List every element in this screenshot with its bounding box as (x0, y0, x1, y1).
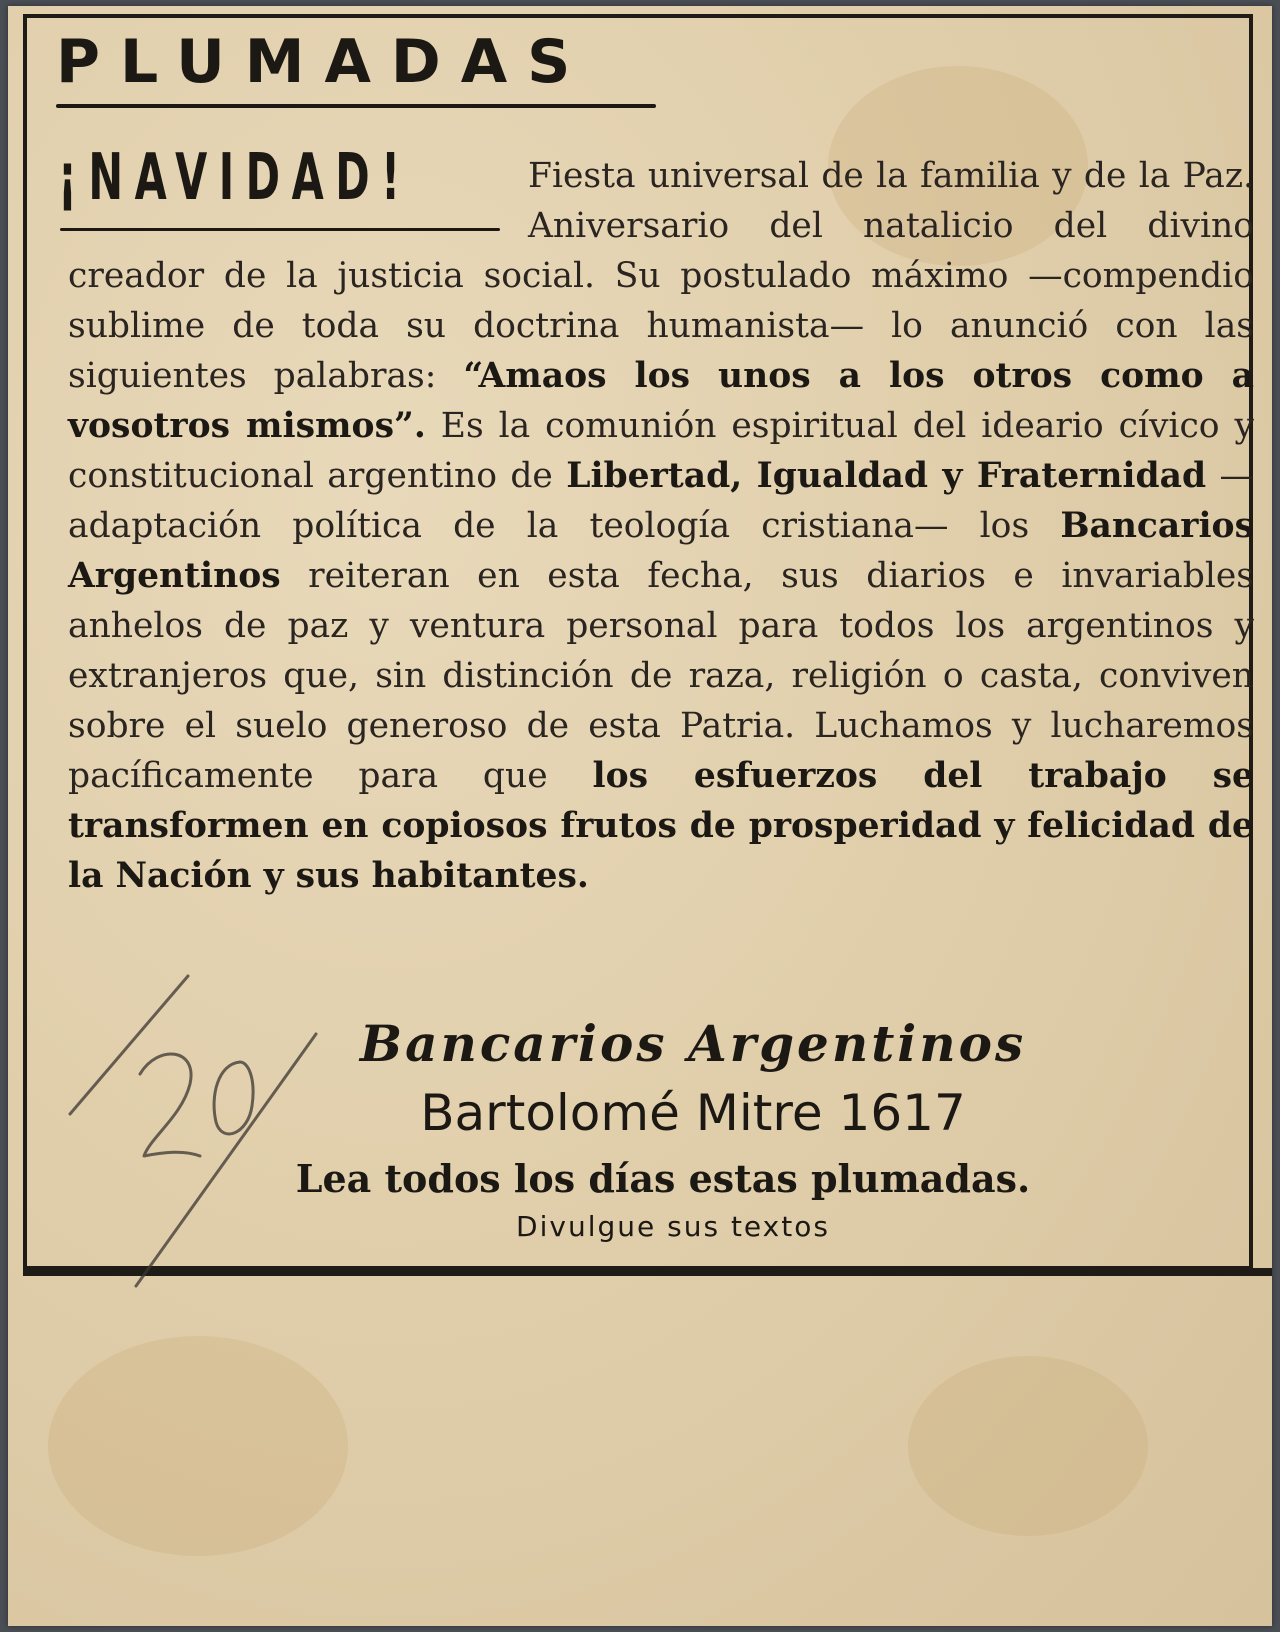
title-underline (56, 104, 656, 108)
body-organization: Bancarios Argentinos (68, 506, 1254, 596)
body-wishes: reiteran en esta fecha, sus diarios e invariables anhelos de paz y ventura personal para todos los argentinos y extranjeros que, sin distinción de raza, religión o casta, conviven sobre el suelo generoso de esta Patria. Luchamos y lucharemos pacíficamente para que (68, 556, 1254, 796)
share-texts-line: Divulgue sus textos (516, 1210, 830, 1243)
body-quote: “Amaos los unos a los otros como a vosotros mismos”. (68, 356, 1254, 446)
body-ideals: Libertad, Igualdad y Fraternidad (566, 456, 1207, 496)
signature-name: Bancarios Argentinos (359, 1014, 1027, 1073)
column-title: PLUMADAS (56, 27, 591, 97)
article-body (68, 151, 1254, 901)
body-closing: los esfuerzos del trabajo se transformen en copiosos frutos de prosperidad y felicidad de la Nación y sus habitantes. (68, 756, 1254, 896)
signature-address: Bartolomé Mitre 1617 (420, 1084, 966, 1142)
newspaper-clipping (8, 6, 1272, 1626)
handwritten-pencil-mark (58, 966, 378, 1326)
body-civic: Es la comunión espiritual del ideario cívico y constitucional argentino de (68, 406, 1254, 496)
handwritten-note-text: 20 (58, 966, 60, 967)
body-adaptation: —adaptación política de la teología cristiana— los (68, 456, 1254, 546)
body-intro: Fiesta universal de la familia y de la Paz. Aniversario del natalicio del divino creador de la justicia social. Su postulado máximo —compendio sublime de toda su doctrina humanista— lo anunció con las siguientes palabras: (68, 156, 1254, 396)
read-daily-line: Lea todos los días estas plumadas. (295, 1156, 1031, 1201)
headline: ¡NAVIDAD! (58, 141, 412, 215)
